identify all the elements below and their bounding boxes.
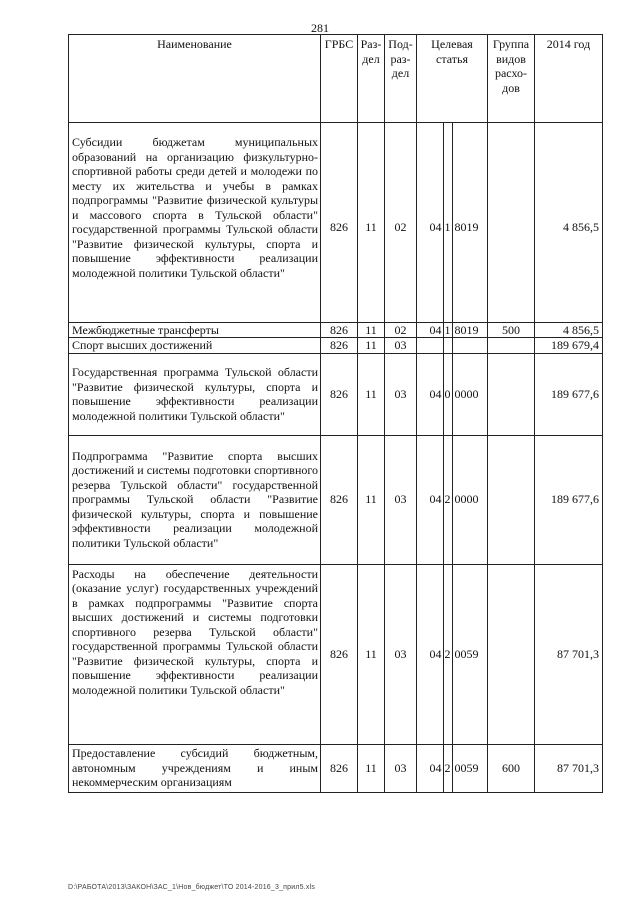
row-section: 11	[358, 322, 385, 338]
row-target-subprogram	[443, 338, 453, 354]
row-target-subprogram: 2	[443, 564, 453, 744]
table-row	[69, 133, 603, 322]
row-grbs: 826	[321, 744, 358, 792]
row-amount: 4 856,5	[535, 322, 603, 338]
row-target-program: 04	[417, 353, 443, 435]
row-amount: 189 677,6	[535, 353, 603, 435]
row-target-code: 0059	[453, 744, 488, 792]
row-subsection: 03	[385, 353, 417, 435]
row-target-code: 8019	[453, 322, 488, 338]
row-name: Субсидии бюджетам муниципальных образований на организацию физкультурно-спортивной работы среди детей и молодежи по месту их жительства и учебы в рамках подпрограммы "Развитие физической культуры и массового спорта в Тульской области" государственной программы Тульской области "Развитие физической культуры, спорта и повышение эффективности реализации молодежной политики Тульской области"	[69, 133, 321, 322]
table-row	[69, 564, 603, 744]
row-target-program: 04	[417, 744, 443, 792]
row-target-code: 8019	[453, 133, 488, 322]
row-section: 11	[358, 435, 385, 564]
row-target-code: 0000	[453, 435, 488, 564]
row-grbs: 826	[321, 353, 358, 435]
row-target-subprogram: 0	[443, 353, 453, 435]
row-target-program: 04	[417, 435, 443, 564]
row-target-subprogram: 1	[444, 322, 451, 337]
spacer-row	[69, 123, 603, 134]
row-name: Подпрограмма "Развитие спорта высших достижений и системы подготовки спортивного резерва Тульской области" государственной программы Тульской области "Развитие физической культуры, спорта и повышение эффективности реализации молодежной политики Тульской области"	[69, 435, 321, 564]
header-section: Раз- дел	[358, 35, 385, 123]
row-subsection: 03	[385, 435, 417, 564]
row-name: Государственная программа Тульской области "Развитие физической культуры, спорта и повышение эффективности реализации молодежной политики Тульской области"	[69, 353, 321, 435]
row-target-program	[417, 338, 443, 354]
header-subsection: Под- раз- дел	[385, 35, 417, 123]
header-group: Группа видов расхо- дов	[488, 35, 535, 123]
row-grbs: 826	[321, 435, 358, 564]
row-section: 11	[358, 353, 385, 435]
row-group	[488, 564, 535, 744]
row-amount: 87 701,3	[535, 564, 603, 744]
table-row	[69, 435, 603, 564]
row-target-code: 0000	[453, 353, 488, 435]
row-target-subprogram: 1	[443, 133, 453, 322]
row-subsection: 03	[385, 744, 417, 792]
row-amount: 4 856,5	[535, 133, 603, 322]
row-target-code: 0059	[453, 564, 488, 744]
row-group: 500	[488, 322, 535, 338]
row-group	[488, 435, 535, 564]
row-group	[488, 338, 535, 354]
row-subsection: 02	[385, 322, 417, 338]
row-target-subprogram: 2	[443, 744, 453, 792]
page-number: 281	[311, 21, 329, 35]
row-group	[488, 133, 535, 322]
row-section: 11	[358, 338, 385, 354]
header-target: Целевая статья	[417, 35, 488, 123]
row-section: 11	[358, 564, 385, 744]
table-row	[69, 322, 603, 338]
row-name: Расходы на обеспечение деятельности (оказание услуг) государственных учреждений в рамках подпрограммы "Развитие спорта высших достижений и системы подготовки спортивного резерва Тульской области" государственной программы Тульской области "Развитие физической культуры, спорта и повышение эффективности реализации молодежной политики Тульской области"	[69, 564, 321, 744]
row-grbs: 826	[321, 338, 358, 354]
row-section: 11	[358, 744, 385, 792]
row-subsection: 03	[385, 338, 417, 354]
budget-table	[68, 34, 603, 793]
row-subsection: 03	[385, 564, 417, 744]
row-section: 11	[358, 133, 385, 322]
row-grbs: 826	[321, 322, 358, 338]
header-grbs: ГРБС	[321, 35, 358, 123]
row-subsection: 02	[385, 133, 417, 322]
row-target-program: 04	[417, 564, 443, 744]
header-year: 2014 год	[535, 35, 603, 123]
row-amount: 189 679,4	[535, 338, 603, 354]
row-grbs: 826	[321, 133, 358, 322]
row-grbs: 826	[321, 564, 358, 744]
row-group: 600	[488, 744, 535, 792]
row-name: Предоставление субсидий бюджетным, автономным учреждениям и иным некоммерческим организациям	[69, 744, 321, 792]
row-target-program: 04	[417, 322, 443, 338]
table-row	[69, 744, 603, 792]
row-amount: 87 701,3	[535, 744, 603, 792]
row-name: Межбюджетные трансферты	[69, 322, 321, 338]
row-name: Спорт высших достижений	[69, 338, 321, 354]
header-name: Наименование	[69, 35, 321, 123]
row-group	[488, 353, 535, 435]
table-header-row	[69, 35, 603, 123]
row-target-code	[453, 338, 488, 354]
row-target-program: 04	[417, 133, 443, 322]
table-row	[69, 338, 603, 354]
row-target-subprogram: 2	[443, 435, 453, 564]
table-row	[69, 353, 603, 435]
row-amount: 189 677,6	[535, 435, 603, 564]
file-path-footer: D:\РАБОТА\2013\ЗАКОН\ЗАС_1\Нов_бюджет\ТО 2014-2016_3_прил5.xls	[68, 884, 316, 891]
